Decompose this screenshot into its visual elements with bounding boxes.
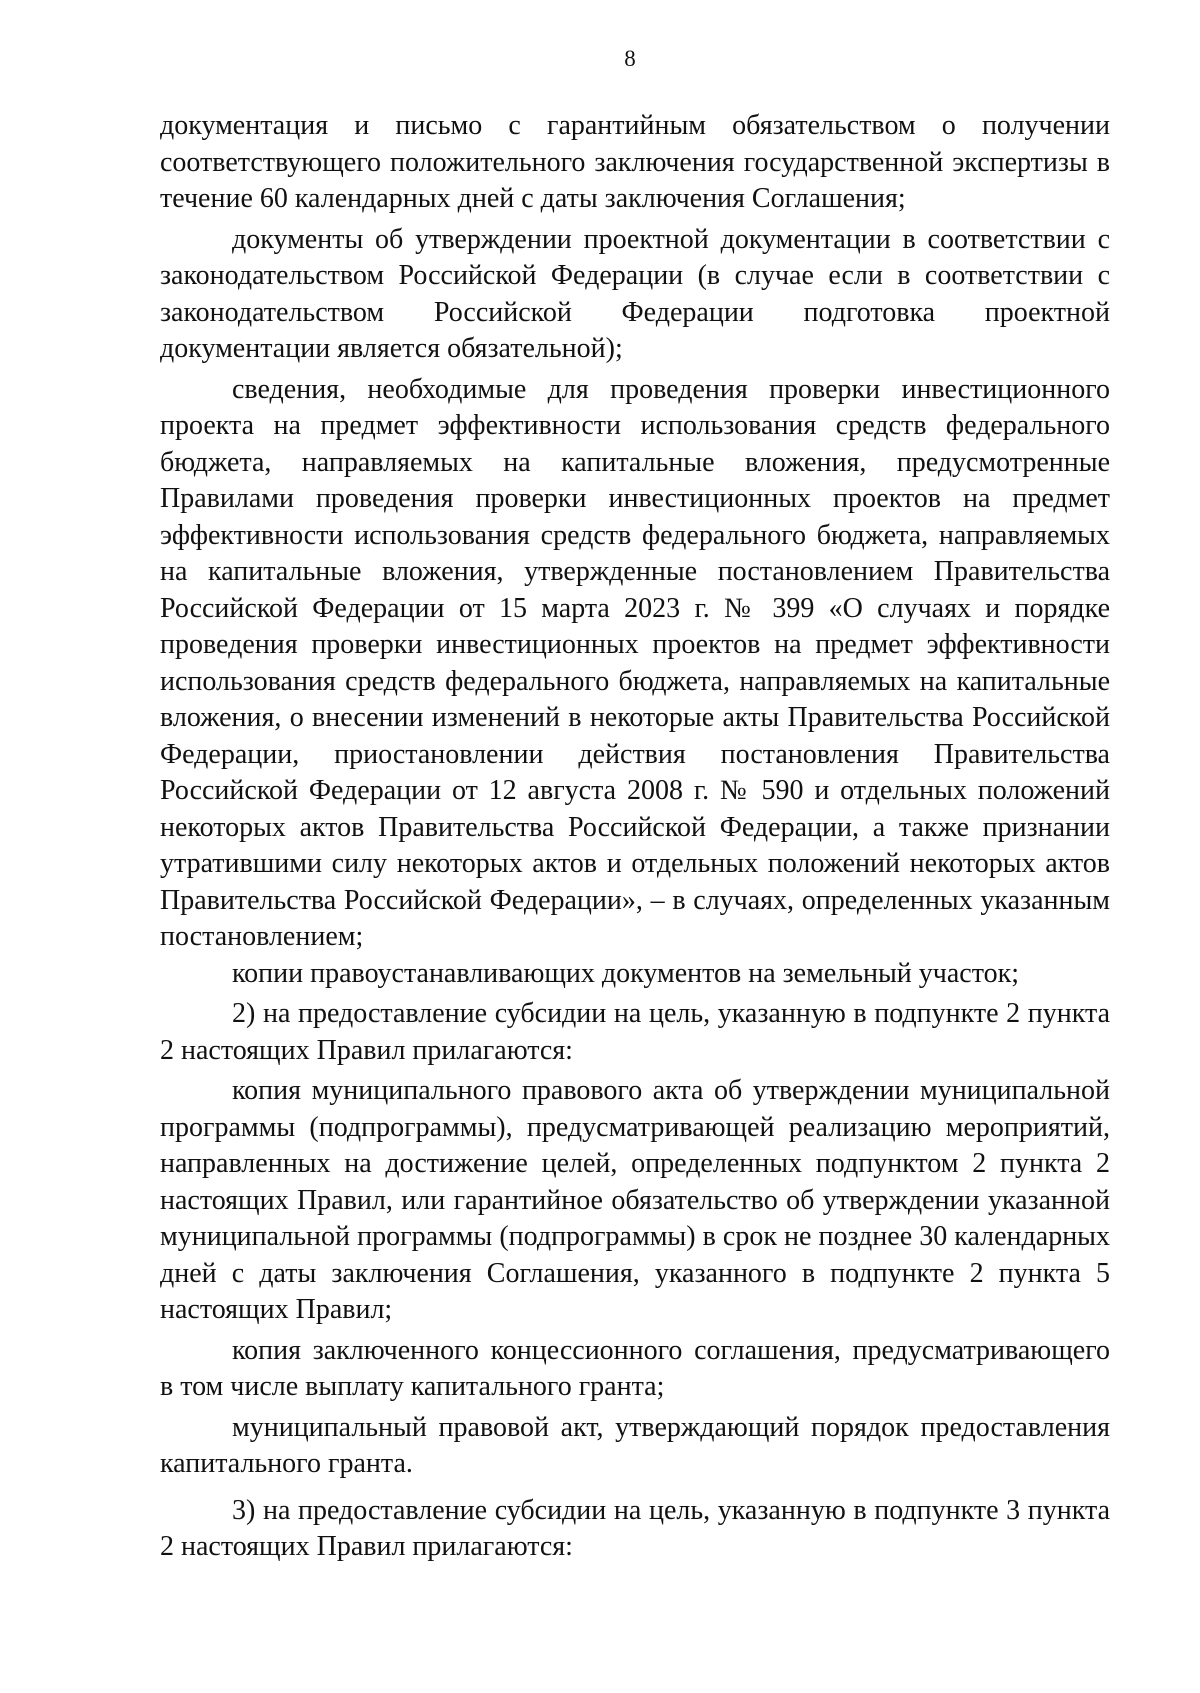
paragraph-municipal-program-copy: копия муниципального правового акта об утверждении муниципальной программы (подпрограммы), предусматривающей реализацию мероприятий, направленных на достижение целей, определенных подпунктом 2 пункта 2 настоящих Правил, или гарантийное обязательство об утверждении указанной муниципальной программы (подпрограммы) в срок не позднее 30 календарных дней с даты заключения Соглашения, указанного в подпункте 2 пункта 5 настоящих Правил;: [160, 1075, 1110, 1325]
paragraph-concession-agreement-copy: копия заключенного концессионного соглашения, предусматривающего в том числе выплату капитального гранта;: [160, 1334, 1110, 1402]
document-body: [160, 108, 1110, 1566]
paragraph-subsidy-purpose-3: 3) на предоставление субсидии на цель, указанную в подпункте 3 пункта 2 настоящих Правил прилагаются:: [160, 1494, 1110, 1562]
paragraph-subsidy-purpose-2: 2) на предоставление субсидии на цель, указанную в подпункте 2 пункта 2 настоящих Правил прилагаются:: [160, 998, 1110, 1066]
paragraph-capital-grant-act: муниципальный правовой акт, утверждающий порядок предоставления капитального гранта.: [160, 1411, 1110, 1479]
paragraph-approval-documents: документы об утверждении проектной документации в соответствии с законодательством Российской Федерации (в случае если в соответствии с законодательством Российской Федерации подготовка проектной документации является обязательной);: [160, 223, 1110, 364]
page-number: 8: [624, 46, 636, 71]
paragraph-investment-check-info: сведения, необходимые для проведения проверки инвестиционного проекта на предмет эффективности использования средств федерального бюджета, направляемых на капитальные вложения, предусмотренные Правилами проведения проверки инвестиционных проектов на предмет эффективности использования средств федерального бюджета, направляемых на капитальные вложения, утвержденные постановлением Правительства Российской Федерации от 15 марта 2023 г. № 399 «О случаях и порядке проведения проверки инвестиционных проектов на предмет эффективности использования средств федерального бюджета, направляемых на капитальные вложения, о внесении изменений в некоторые акты Правительства Российской Федерации, приостановлении действия постановления Правительства Российской Федерации от 12 августа 2008 г. № 590 и отдельных положений некоторых актов Правительства Российской Федерации, а также признании утратившими силу некоторых актов и отдельных положений некоторых актов Правительства Российской Федерации», – в случаях, определенных указанным постановлением;: [160, 373, 1110, 952]
paragraph-documentation-guarantee: документация и письмо с гарантийным обязательством о получении соответствующего положительного заключения государственной экспертизы в течение 60 календарных дней с даты заключения Соглашения;: [160, 110, 1110, 214]
paragraph-land-title-copies: копии правоустанавливающих документов на земельный участок;: [232, 957, 1019, 989]
